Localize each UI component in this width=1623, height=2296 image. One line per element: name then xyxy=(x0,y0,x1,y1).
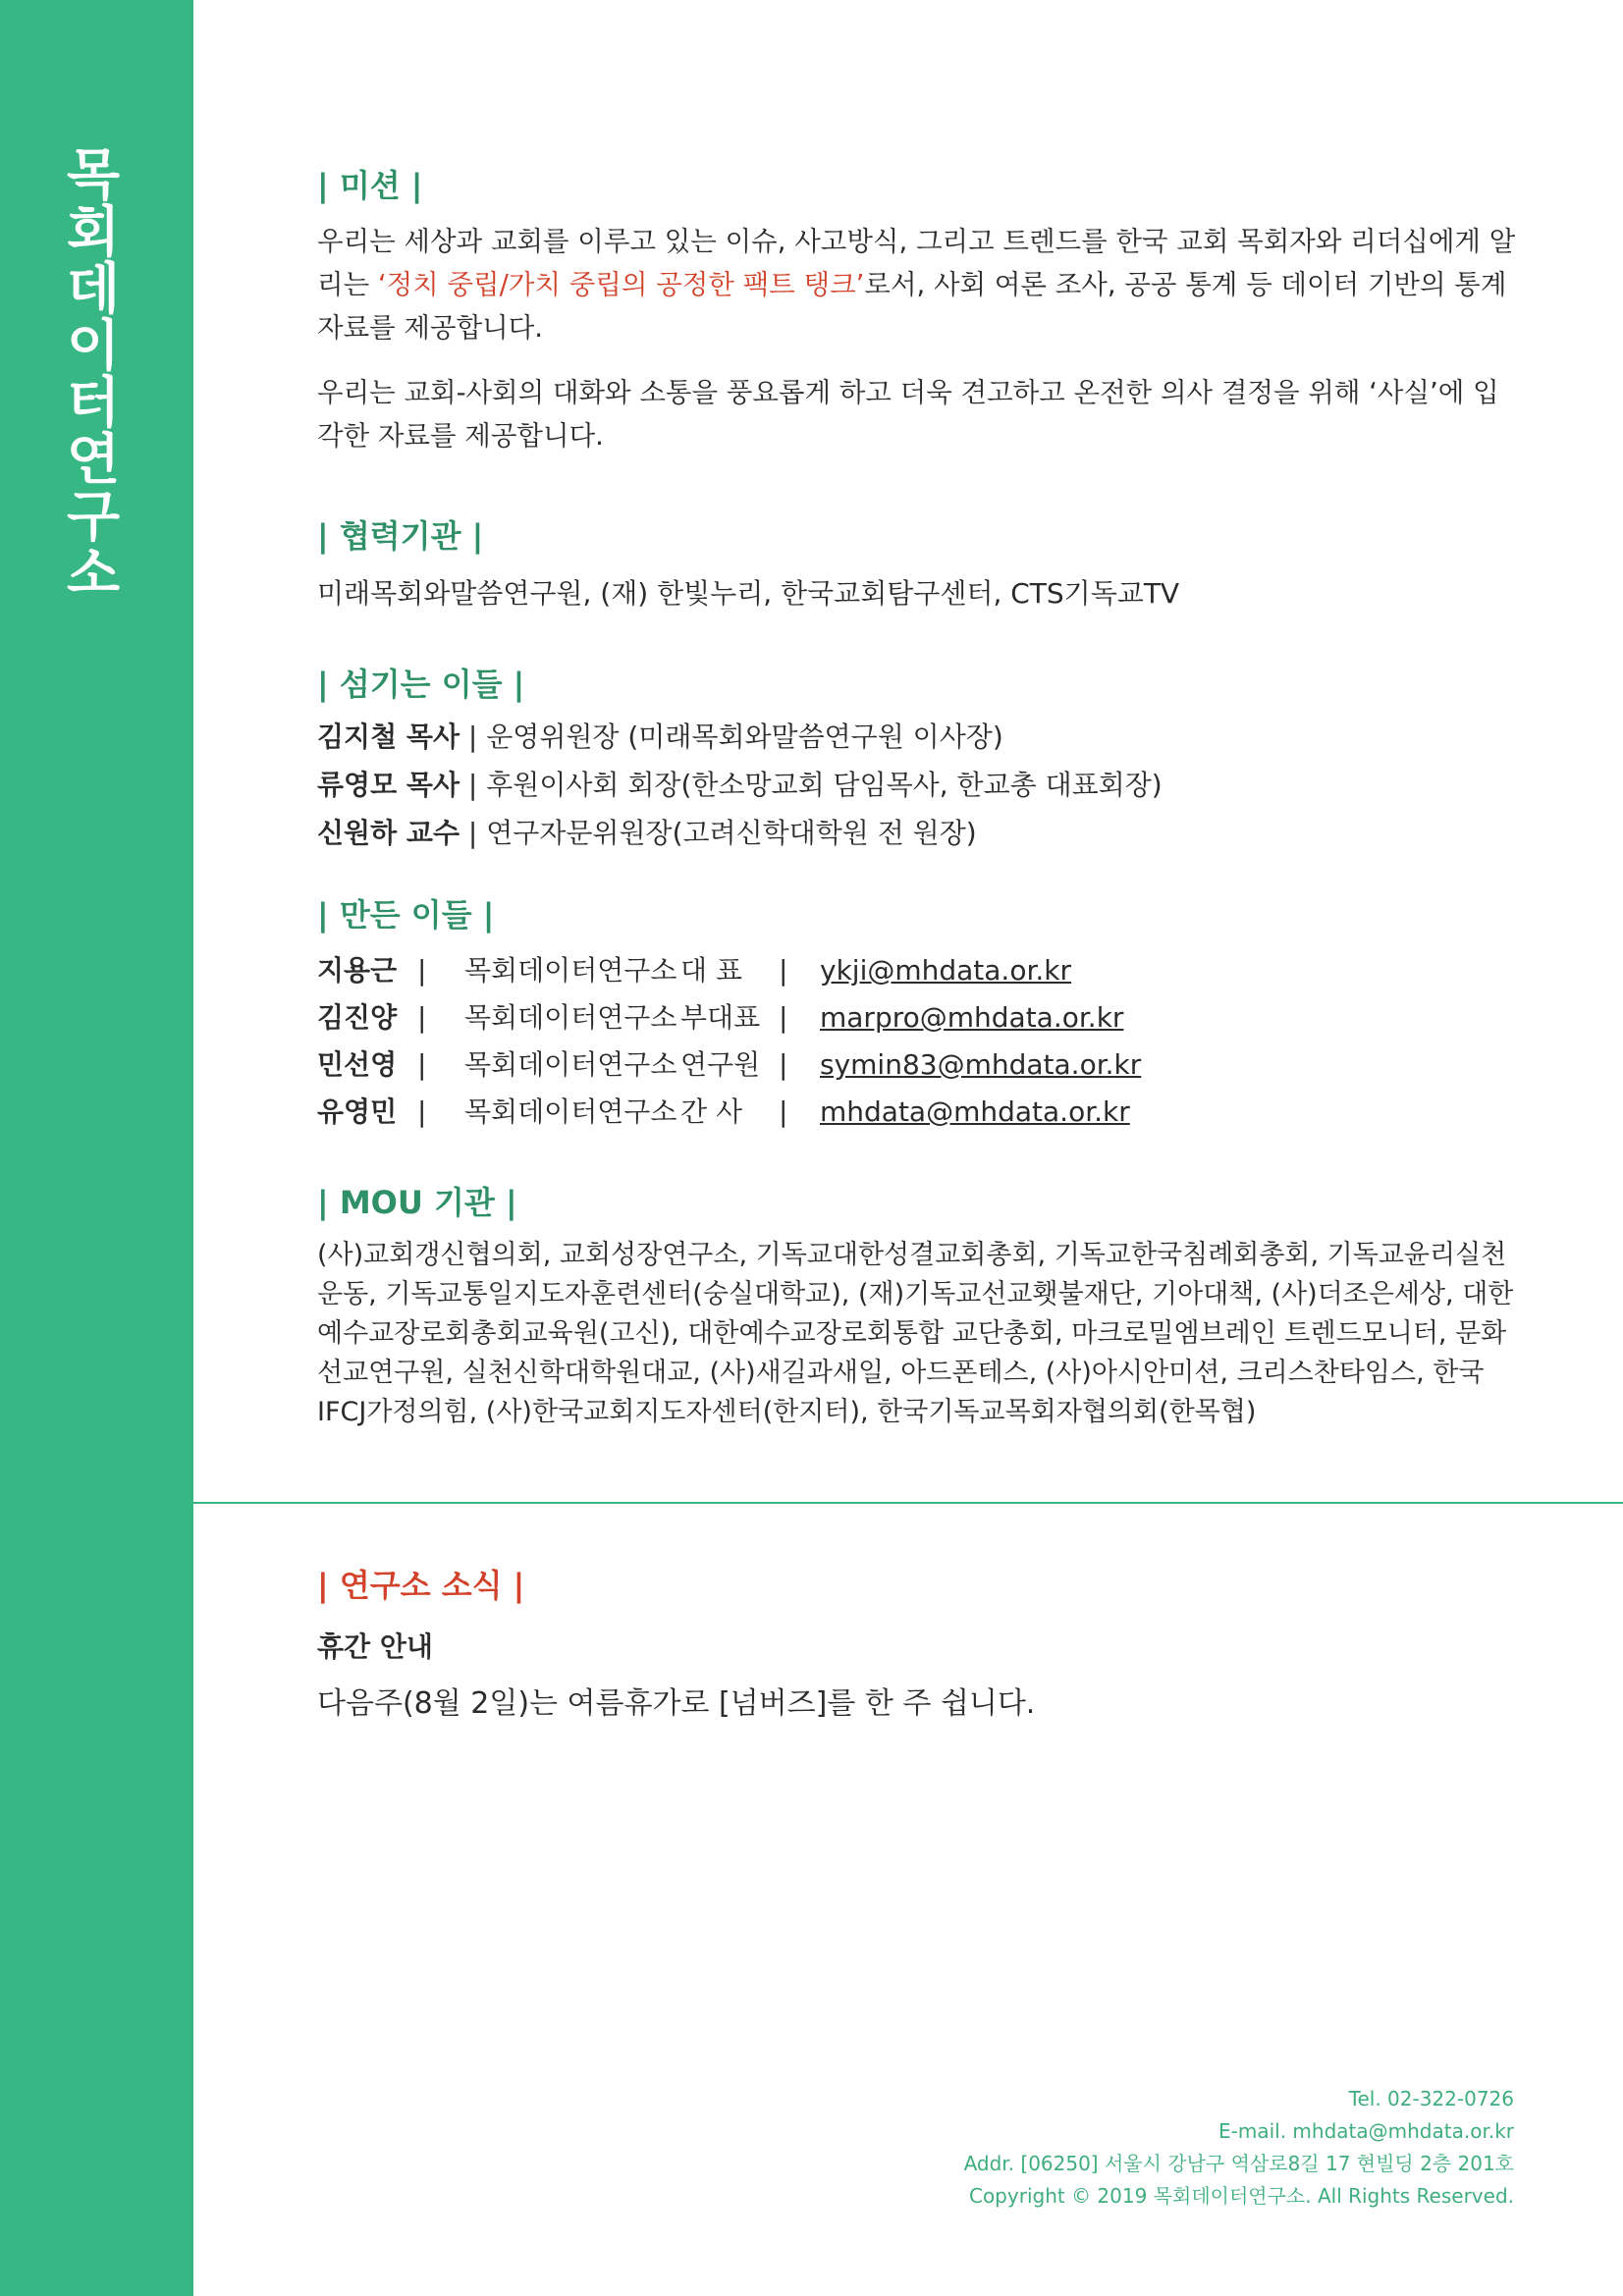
staff-separator: | xyxy=(779,1001,788,1034)
servant-desc: | 연구자문위원장(고려신학대학원 전 원장) xyxy=(460,817,977,849)
servant-desc: | 운영위원장 (미래목회와말씀연구원 이사장) xyxy=(460,721,1003,753)
staff-role: 부대표 xyxy=(680,1001,761,1034)
staff-separator: | xyxy=(779,1095,788,1128)
staff-role: 대 표 xyxy=(680,954,742,987)
staff-role: 연구원 xyxy=(680,1048,761,1081)
staff-name: 김진양 xyxy=(317,1001,398,1034)
staff-email-link[interactable]: mhdata@mhdata.or.kr xyxy=(820,1095,1130,1128)
servant-name: 김지철 목사 xyxy=(317,721,460,753)
mission-heading: | 미션 | xyxy=(317,167,423,204)
mou-heading: | MOU 기관 | xyxy=(317,1184,517,1221)
servant-row xyxy=(317,814,977,853)
staff-name: 지용근 xyxy=(317,954,398,987)
sidebar xyxy=(0,0,193,2296)
footer-address: Addr. [06250] 서울시 강남구 역삼로8길 17 현빌딩 2층 201호 xyxy=(963,2152,1514,2175)
staff-separator: | xyxy=(417,1095,427,1128)
section-divider xyxy=(193,1502,1623,1504)
news-heading: | 연구소 소식 | xyxy=(317,1567,525,1604)
staff-separator: | xyxy=(417,1048,427,1081)
sidebar-title: 목회데이터연구소 xyxy=(57,145,121,601)
footer-email: E-mail. mhdata@mhdata.or.kr xyxy=(1218,2119,1514,2143)
staff-separator: | xyxy=(779,954,788,987)
staff-separator: | xyxy=(779,1048,788,1081)
servant-desc: | 후원이사회 회장(한소망교회 담임목사, 한교총 대표회장) xyxy=(460,769,1163,801)
mission-text-b: 로서, 사회 여론 조사, 공공 통계 등 데이터 기반의 통계 자료를 제공합니다. xyxy=(317,269,1507,344)
news-text: 다음주(8월 2일)는 여름휴가로 [넘버즈]를 한 주 쉽니다. xyxy=(317,1686,1036,1721)
makers-heading: | 만든 이들 | xyxy=(317,896,495,934)
staff-org: 목회데이터연구소 xyxy=(464,1001,677,1034)
partners-heading: | 협력기관 | xyxy=(317,517,484,555)
staff-name: 유영민 xyxy=(317,1095,398,1128)
staff-email-link[interactable]: symin83@mhdata.or.kr xyxy=(820,1048,1142,1081)
mission-paragraph-2: 우리는 교회-사회의 대화와 소통을 풍요롭게 하고 더욱 견고하고 온전한 의사 결정을 위해 ‘사실’에 입각한 자료를 제공합니다. xyxy=(317,377,1499,452)
staff-org: 목회데이터연구소 xyxy=(464,954,677,987)
news-subheading: 휴간 안내 xyxy=(317,1630,433,1663)
mission-text-a: 우리는 세상과 교회를 이루고 있는 이슈, 사고방식, 그리고 트렌드를 한국 교회 목회자와 리더십에게 알리는 xyxy=(317,226,1516,300)
servant-row xyxy=(317,766,1163,805)
footer-contact xyxy=(964,2083,1514,2213)
staff-name: 민선영 xyxy=(317,1048,398,1081)
partners-list: 미래목회와말씀연구원, (재) 한빛누리, 한국교회탐구센터, CTS기독교TV xyxy=(317,577,1180,610)
footer-copyright: Copyright © 2019 목회데이터연구소. All Rights Reserved. xyxy=(968,2184,1514,2208)
servant-row xyxy=(317,718,1003,757)
staff-org: 목회데이터연구소 xyxy=(464,1048,677,1081)
mission-highlight: ‘정치 중립/가치 중립의 공정한 팩트 탱크’ xyxy=(377,269,865,300)
servant-name: 류영모 목사 xyxy=(317,769,460,801)
staff-separator: | xyxy=(417,954,427,987)
footer-tel: Tel. 02-322-0726 xyxy=(1348,2087,1514,2110)
staff-email-link[interactable]: marpro@mhdata.or.kr xyxy=(820,1001,1124,1034)
staff-org: 목회데이터연구소 xyxy=(464,1095,677,1128)
servant-name: 신원하 교수 xyxy=(317,817,460,849)
mission-paragraph-1 xyxy=(317,220,1520,349)
mou-list: (사)교회갱신협의회, 교회성장연구소, 기독교대한성결교회총회, 기독교한국침례회총회, 기독교윤리실천운동, 기독교통일지도자훈련센터(숭실대학교), (재)기독교선교횃불재단, 기아대책, (사)더조은세상, 대한예수교장로회총회교육원(고신), 대한예수교장로회통합 교단총회, 마크로밀엠브레인 트렌드모니터, 문화선교연구원, 실천신학대학원대교, (사)새길과새일, 아드폰테스, (사)아시안미션, 크리스찬타임스, 한국IFCJ가정의힘, (사)한국교회지도자센터(한지터), 한국기독교목회자협의회(한목협) xyxy=(317,1240,1514,1427)
staff-email-link[interactable]: ykji@mhdata.or.kr xyxy=(820,954,1072,987)
staff-separator: | xyxy=(417,1001,427,1034)
servants-heading: | 섬기는 이들 | xyxy=(317,666,525,703)
staff-role: 간 사 xyxy=(680,1095,742,1128)
